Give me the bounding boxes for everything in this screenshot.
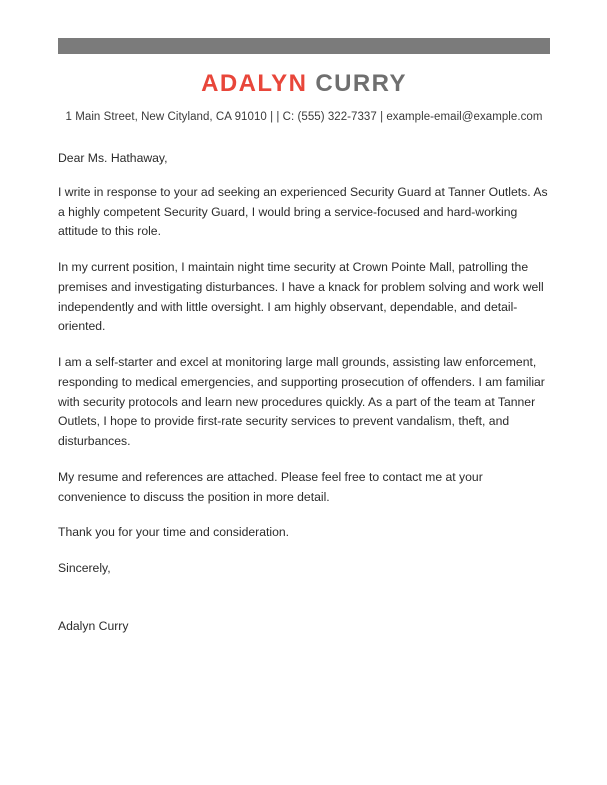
letter-paragraph-3: I am a self-starter and excel at monitoring large mall grounds, assisting law enforcement, responding to medical emergencies, and supporting prosecution of offenders. I am familiar with security protocols and learn new procedures quickly. As a part of the team at Tanner Outlets, I hope to provide first-rate security services to prevent vandalism, theft, and disturbances. — [58, 355, 545, 449]
name-first: ADALYN — [201, 70, 308, 97]
letter-paragraph-4: My resume and references are attached. Please feel free to contact me at your convenience to discuss the position in more detail. — [58, 469, 483, 504]
header-accent-bar — [58, 38, 550, 54]
letter-body — [58, 149, 550, 637]
contact-info: 1 Main Street, New Cityland, CA 91010 | | C: (555) 322-7337 | example-email@example.com — [65, 111, 543, 123]
page-title — [58, 70, 550, 98]
letter-paragraph-1: I write in response to your ad seeking an experienced Security Guard at Tanner Outlets. As a highly competent Security Guard, I would bring a service-focused and hard-working attitude to this role. — [58, 184, 548, 239]
letter-closing: Sincerely, — [58, 561, 111, 576]
letter-content — [58, 62, 550, 637]
name-last: CURRY — [315, 70, 407, 97]
letter-greeting: Dear Ms. Hathaway, — [58, 151, 168, 165]
letter-signature: Adalyn Curry — [58, 619, 129, 634]
letter-thanks: Thank you for your time and consideration. — [58, 525, 290, 540]
letter-paragraph-2: In my current position, I maintain night time security at Crown Pointe Mall, patrolling the premises and investigating disturbances. I have a knack for problem solving and work well independently and with little oversight. I am highly observant, dependable, and detail-oriented. — [58, 260, 544, 334]
